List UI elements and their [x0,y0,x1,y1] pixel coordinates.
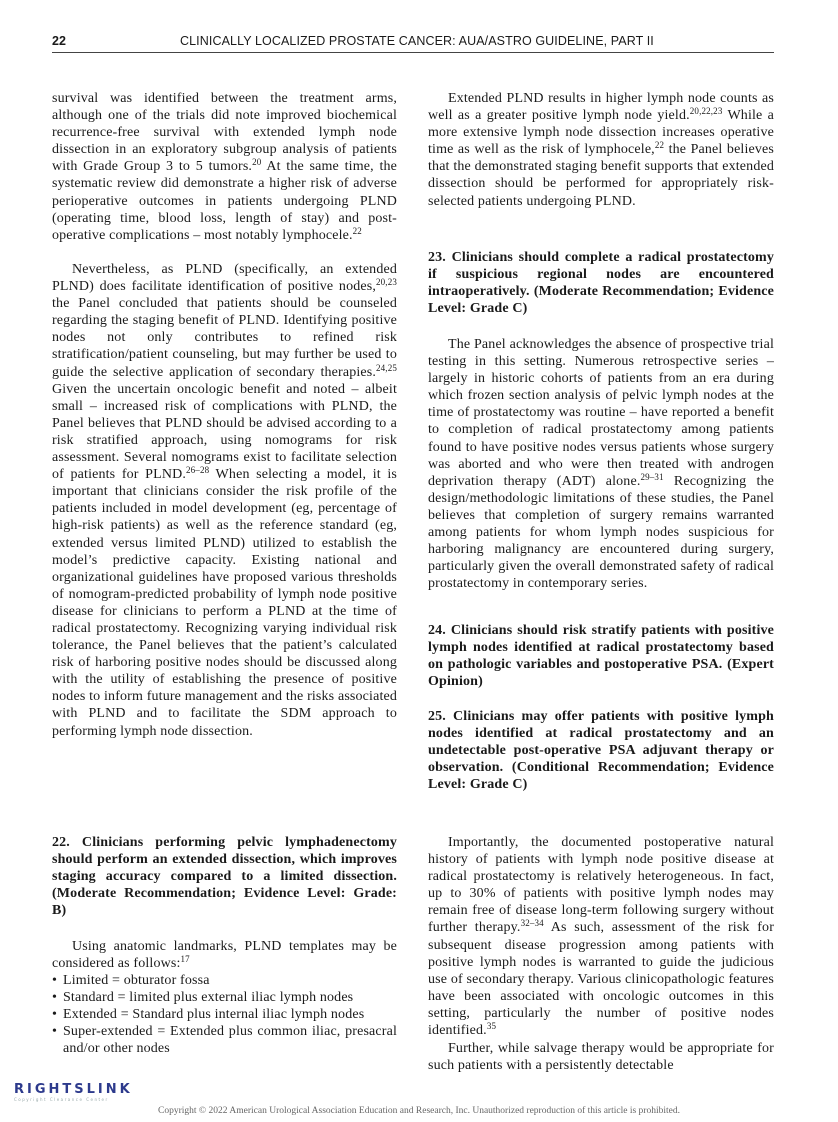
text-run: Using anatomic landmarks, PLND templates may be considered as follows: [52,939,397,972]
recommendation-statement-25: 25. Clinicians may offer patients with positive lymph nodes identified at radical prostatectomy and an undetectable post-operative PSA adjuvant therapy or observation. (Conditional Recommendation; Evidence Level: Grade C) [428,709,774,793]
text-run: Importantly, the documented postoperative natural history of patients with lymph node positive disease at radical prostatectomy is relatively heterogeneous. In fact, up to 30% of patients with positive lymph nodes may remain free of disease long-term following surgery without further therapy. [428,835,774,936]
citation-superscript: 22 [654,140,665,151]
recommendation-statement-22: 22. Clinicians performing pelvic lymphadenectomy should perform an extended dissection, which improves staging accuracy compared to a limited dissection. (Moderate Recommendation; Evidence Level: Grade: B) [52,835,397,919]
recommendation-statement-23: 23. Clinicians should complete a radical prostatectomy if suspicious regional nodes are encountered intraoperatively. (Moderate Recommendation; Evidence Level: Grade C) [428,250,774,317]
citation-superscript: 17 [180,954,190,965]
citation-superscript: 20,23 [376,277,397,288]
paragraph [428,834,774,1039]
list-item: • Extended = Standard plus internal iliac lymph nodes [52,1006,397,1023]
citation-superscript: 29–31 [640,471,664,482]
list-item: • Limited = obturator fossa [52,972,397,989]
list-item: • Super-extended = Extended plus common iliac, presacral and/or other nodes [52,1023,397,1057]
text-run: As such, assessment of the risk for subsequent disease progression among patients with positive lymph nodes is warranted to guide the judicious use of secondary therapy. Various clinicopathologic features have been associated with oncologic outcomes in this setting, particularly the number of positive nodes identified. [428,920,775,1039]
text-run: While a more extensive lymph node dissection increases operative time as well as the risk of lymphocele, [428,108,774,158]
rightslink-logo-subtext: Copyright Clearance Center [14,1097,109,1102]
list-item: • Standard = limited plus external iliac lymph nodes [52,989,397,1006]
text-run: Recognizing the design/methodologic limitations of these studies, the Panel believes that completion of surgery remains warranted among patients for whom lymph nodes suspicious for harboring malignancy are encountered during surgery, particularly given the overall demonstrated safety of radical prostatectomy in contemporary series. [428,473,775,592]
text-run: Extended PLND results in higher lymph node counts as well as a greater positive lymph node yield. [428,91,774,124]
rightslink-logo[interactable] [14,1082,133,1102]
citation-superscript: 20,22,23 [689,106,723,117]
text-run: The Panel acknowledges the absence of prospective trial testing in this setting. Numerous retrospective series – largely in historic cohorts of patients from an era during which frozen section analysis of pelvic lymph nodes at the time of prostatectomy was routine – have reported a benefit to completion of radical prostatectomy among patients found to have positive nodes versus patients whose surgery was aborted and who were then treated with androgen deprivation therapy (ADT) alone. [428,337,774,489]
template-list [52,972,397,1057]
text-run: survival was identified between the treatment arms, although one of the trials did note improved biochemical recurrence-free survival with extended lymph node dissection in an exploratory subgroup analysis of patients with Grade Group 3 to 5 tumors. [52,91,397,175]
paragraph [52,261,397,740]
paragraph [428,1040,774,1074]
page-number: 22 [52,34,66,48]
citation-superscript: 20 [252,157,262,168]
text-run: Given the uncertain oncologic benefit and noted – albeit small – increased risk of complications with PLND, the Panel believes that PLND should be advised according to a risk stratified approach, using nomograms for risk assessment. Several nomograms exist to facilitate selection of patients for PLND. [52,381,397,483]
citation-superscript: 32–34 [520,918,544,929]
paragraph [52,90,397,244]
text-run: the Panel believes that the demonstrated staging benefit supports that extended dissection should be performed for appropriately risk-selected patients undergoing PLND. [428,142,774,209]
paragraph [428,336,774,592]
citation-superscript: 26–28 [186,465,210,476]
text-run: Further, while salvage therapy would be appropriate for such patients with a persistently detectable [428,1041,774,1074]
citation-superscript: 35 [486,1021,497,1032]
header-rule [52,52,774,53]
text-run: At the same time, the systematic review did demonstrate a higher risk of adverse perioperative outcomes in patients undergoing PLND (operating time, blood loss, length of stay) and post-operative complications – most notably lymphocele. [52,159,398,243]
citation-superscript: 24,25 [376,362,397,373]
paragraph [428,90,774,210]
running-title: CLINICALLY LOCALIZED PROSTATE CANCER: AUA/ASTRO GUIDELINE, PART II [180,34,654,48]
text-run: the Panel concluded that patients should be counseled regarding the staging benefit of PLND. Identifying positive nodes not only contributes to refined risk stratification/patient counseling, but may further be used to guide the selective application of secondary therapies. [52,296,397,380]
paragraph [52,938,397,972]
citation-superscript: 22 [352,225,362,236]
recommendation-statement-24: 24. Clinicians should risk stratify patients with positive lymph nodes identified at radical prostatectomy based on pathologic variables and postoperative PSA. (Expert Opinion) [428,623,774,690]
rightslink-logo-text: RIGHTSLINK [14,1082,133,1097]
text-run: Nevertheless, as PLND (specifically, an extended PLND) does facilitate identification of positive nodes, [52,262,397,295]
copyright-notice: Copyright © 2022 American Urological Association Education and Research, Inc. Unauthorized reproduction of this article is prohibited. [158,1106,680,1116]
text-run: When selecting a model, it is important that clinicians consider the risk profile of the patients included in model development (eg, percentage of high-risk patients) as well as the reference standard (eg, extended versus limited PLND) utilized to establish the model’s predictive capacity. Existing national and organizational guidelines have proposed various thresholds of nomogram-predicted probability of lymph node positive disease for clinicians to perform a PLND at the time of radical prostatectomy. Recognizing varying individual risk tolerance, the Panel believes that the patient’s calculated risk of harboring positive nodes should be discussed along with the utility of establishing the presence of positive nodes to inform future management and the risks associated with PLND and to facilitate the SDM approach to performing lymph node dissection. [52,467,397,739]
